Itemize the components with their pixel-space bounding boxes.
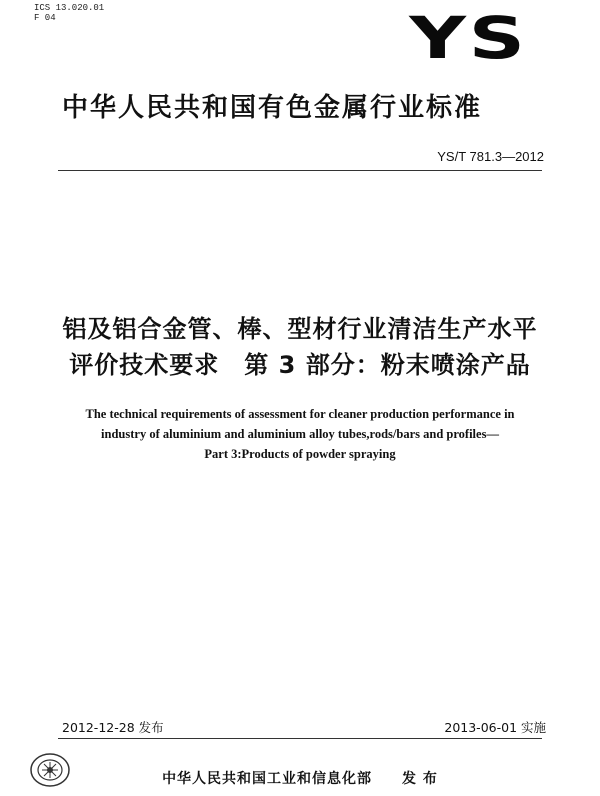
- ys-logo: YS: [409, 4, 528, 72]
- footer-divider: [58, 738, 542, 739]
- title-cn-line2: 评价技术要求 第 3 部分：粉末喷涂产品: [69, 351, 531, 379]
- issue-date: 2012-12-28 发布: [62, 720, 164, 735]
- publisher: 中华人民共和国工业和信息化部 发 布: [162, 771, 438, 787]
- title-cn-line1: 铝及铝合金管、棒、型材行业清洁生产水平: [62, 315, 538, 343]
- header-divider: [58, 170, 542, 171]
- ccs-code: F 04: [34, 13, 56, 23]
- title-en-line1: The technical requirements of assessment for cleaner production performance in: [85, 407, 515, 421]
- classification-codes: [34, 3, 104, 23]
- standard-type: 中华人民共和国有色金属行业标准: [62, 93, 483, 123]
- title-en-line2: industry of aluminium and aluminium alloy tubes,rods/bars and profiles—: [101, 427, 499, 441]
- standard-number: YS/T 781.3—2012: [437, 149, 544, 164]
- title-en-line3: Part 3:Products of powder spraying: [204, 447, 396, 461]
- implementation-date: 2013-06-01 实施: [444, 720, 546, 735]
- ics-code: ICS 13.020.01: [34, 3, 105, 13]
